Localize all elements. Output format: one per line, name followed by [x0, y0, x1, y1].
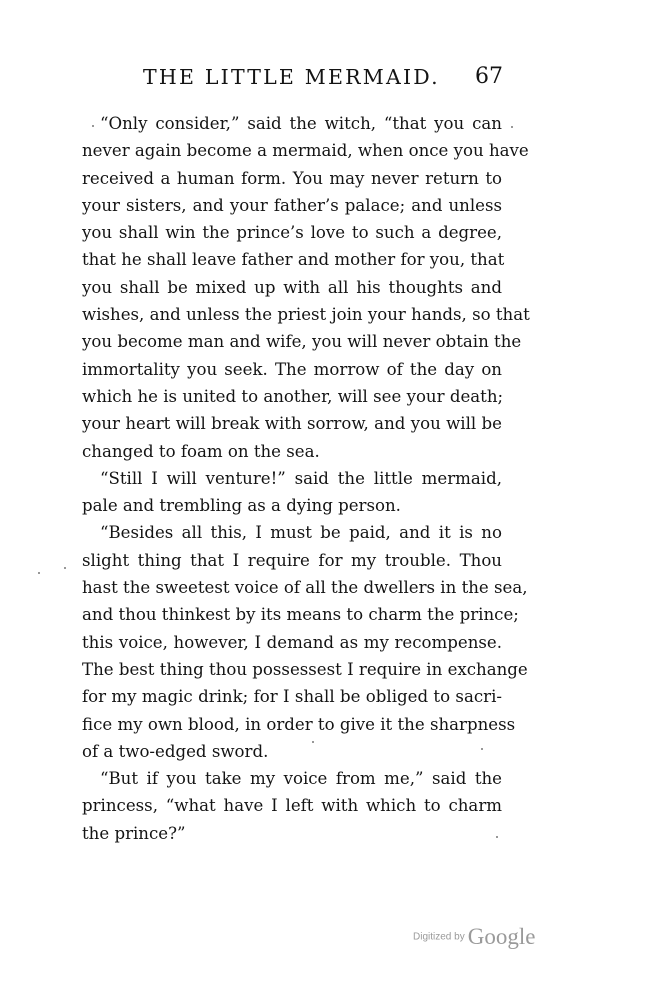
paragraph — [82, 519, 528, 765]
text-line: princess, “what have I left with which to charm — [82, 796, 502, 816]
text-line: that he shall leave father and mother for you, that — [82, 250, 505, 270]
text-line: which he is united to another, will see your death; — [82, 386, 504, 406]
running-title: THE LITTLE MERMAID. — [143, 65, 440, 89]
scan-speck — [38, 572, 40, 574]
scan-speck — [511, 126, 513, 128]
text-line: hast the sweetest voice of all the dwellers in the sea, — [82, 578, 528, 598]
text-line: your sisters, and your father’s palace; and unless — [82, 195, 502, 215]
text-line: “But if you take my voice from me,” said the — [100, 769, 502, 789]
scan-speck — [64, 567, 66, 569]
text-line: your heart will break with sorrow, and you will be — [82, 414, 502, 434]
watermark-prefix: Digitized by — [413, 931, 465, 943]
text-line: for my magic drink; for I shall be obliged to sacri- — [82, 687, 502, 707]
text-line: you shall win the prince’s love to such a degree, — [82, 223, 502, 243]
page-number: 67 — [475, 64, 503, 89]
text-line: fice my own blood, in order to give it the sharpness — [82, 714, 516, 734]
page-header — [143, 60, 503, 94]
text-line: and thou thinkest by its means to charm the prince; — [82, 605, 519, 625]
text-line: pale and trembling as a dying person. — [82, 496, 401, 516]
paragraph — [82, 465, 502, 520]
scan-speck — [312, 741, 314, 743]
text-line: of a two-edged sword. — [82, 741, 269, 761]
text-line: received a human form. You may never return to — [82, 168, 502, 188]
text-line: “Only consider,” said the witch, “that you can — [100, 114, 502, 133]
text-line: never again become a mermaid, when once you have — [82, 141, 529, 161]
text-line: this voice, however, I demand as my recompense. — [82, 632, 502, 652]
google-watermark — [413, 924, 563, 954]
text-line: The best thing thou possessest I require in exchange — [82, 659, 528, 679]
text-line: “Still I will venture!” said the little mermaid, — [100, 468, 502, 488]
scan-speck — [92, 125, 94, 127]
paragraph — [82, 765, 502, 847]
paragraph — [82, 110, 530, 465]
text-line: you shall be mixed up with all his thoughts and — [82, 277, 502, 297]
text-line: “Besides all this, I must be paid, and it is no — [100, 523, 502, 543]
body-text — [82, 110, 530, 847]
text-line: slight thing that I require for my trouble. Thou — [82, 550, 502, 570]
text-line: the prince?” — [82, 823, 186, 843]
scan-speck — [481, 748, 483, 750]
text-line: immortality you seek. The morrow of the day on — [82, 359, 502, 379]
google-logo: Google — [467, 924, 536, 949]
scan-speck — [496, 836, 498, 838]
text-line: wishes, and unless the priest join your hands, so that — [82, 305, 530, 325]
text-line: changed to foam on the sea. — [82, 441, 320, 461]
text-line: you become man and wife, you will never obtain the — [82, 332, 522, 352]
